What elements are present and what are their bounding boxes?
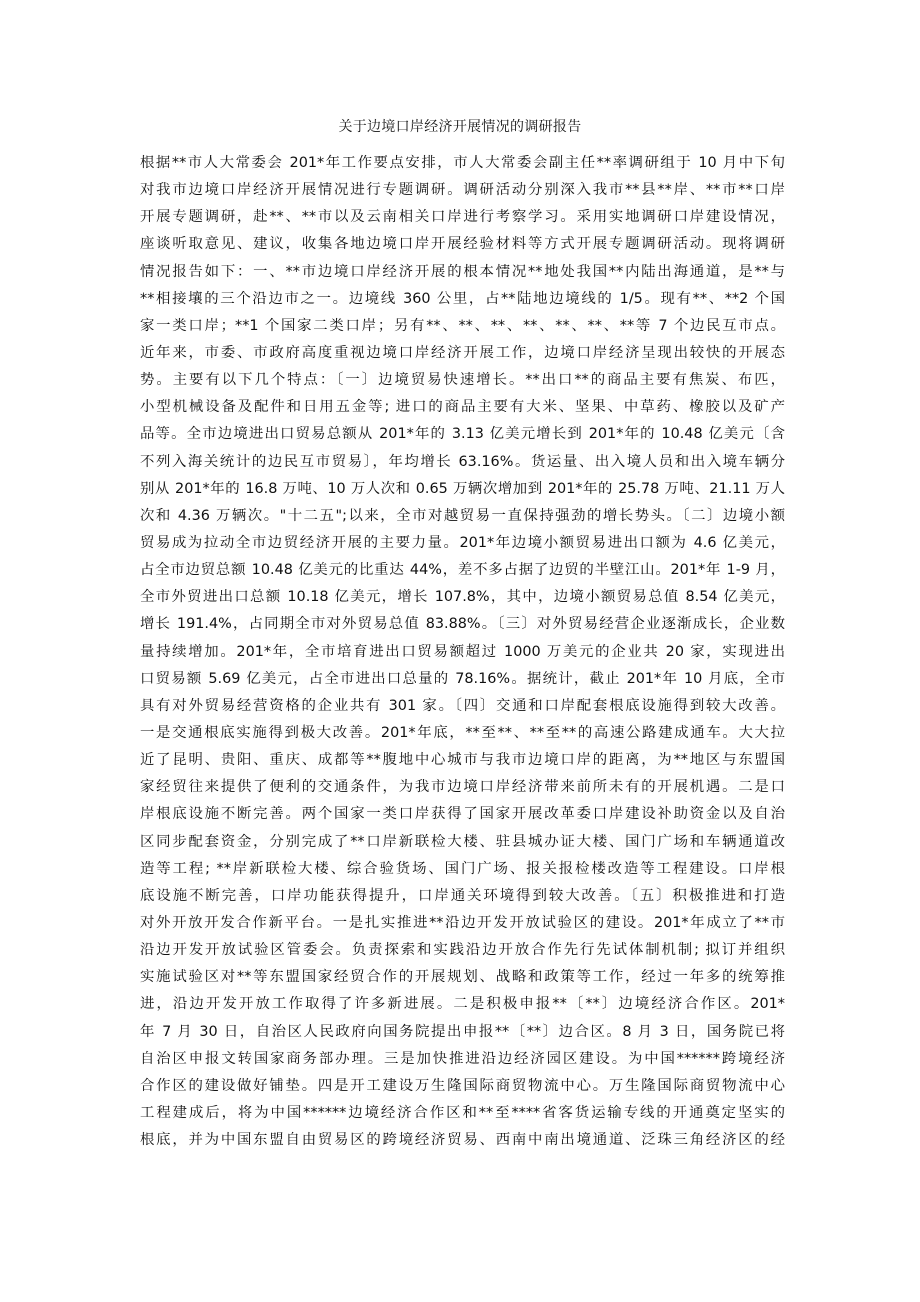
document-title: 关于边境口岸经济开展情况的调研报告 — [338, 119, 582, 135]
body-line: 造等工程; **岸新联检大楼、综合验货场、国门广场、报关报检楼改造等工程建设。口岸根 — [140, 860, 785, 877]
body-line: 底设施不断完善，口岸功能获得提升，口岸通关环境得到较大改善。〔五〕积极推进和打造 — [140, 887, 785, 904]
body-line: 一是交通根底实施得到极大改善。201*年底，**至**、**至**的高速公路建成通车。大大拉 — [140, 724, 785, 741]
body-line: 品等。全市边境进出口贸易总额从 201*年的 3.13 亿美元增长到 201*年的 10.48 亿美元〔含 — [140, 426, 785, 443]
body-line: 自治区申报文转国家商务部办理。三是加快推进沿边经济园区建设。为中国******跨境经济 — [140, 1050, 785, 1067]
body-line: 势。主要有以下几个特点：〔一〕边境贸易快速增长。**出口**的商品主要有焦炭、布匹， — [140, 372, 785, 389]
body-line: 增长 191.4%，占同期全市对外贸易总值 83.88%。〔三〕对外贸易经营企业逐渐成长，企业数 — [140, 616, 785, 633]
body-line: 对我市边境口岸经济开展情况进行专题调研。调研活动分别深入我市**县**岸、**市**口岸 — [140, 182, 785, 199]
body-line: 合作区的建设做好铺垫。四是开工建设万生隆国际商贸物流中心。万生隆国际商贸物流中心 — [140, 1077, 785, 1094]
body-line: 小型机械设备及配件和日用五金等; 进口的商品主要有大米、坚果、中草药、橡胶以及矿产 — [140, 399, 785, 416]
body-line: **相接壤的三个沿边市之一。边境线 360 公里，占**陆地边境线的 1/5。现有**、**2 个国 — [140, 290, 785, 307]
document-body — [140, 150, 785, 1154]
body-line: 近了昆明、贵阳、重庆、成都等**腹地中心城市与我市边境口岸的距离，为**地区与东盟国 — [140, 752, 785, 769]
body-line: 量持续增加。201*年，全市培育进出口贸易额超过 1000 万美元的企业共 20 家，实现进出 — [140, 643, 785, 660]
body-line: 次和 4.36 万辆次。"十二五";以来，全市对越贸易一直保持强劲的增长势头。〔二〕边境小额 — [140, 507, 785, 524]
body-line: 实施试验区对**等东盟国家经贸合作的开展规划、战略和政策等工作，经过一年多的统筹推 — [140, 969, 785, 986]
body-line: 根底，并为中国东盟自由贸易区的跨境经济贸易、西南中南出境通道、泛珠三角经济区的经 — [140, 1132, 785, 1149]
body-line: 口贸易额 5.69 亿美元，占全市进出口总量的 78.16%。据统计，截止 201*年 10 月底，全市 — [140, 670, 785, 687]
body-line: 近年来，市委、市政府高度重视边境口岸经济开展工作，边境口岸经济呈现出较快的开展态 — [140, 344, 785, 361]
body-line: 进，沿边开发开放工作取得了许多新进展。二是积极申报**〔**〕边境经济合作区。201* — [140, 996, 785, 1013]
body-line: 不列入海关统计的边民互市贸易〕，年均增长 63.16%。货运量、出入境人员和出入境车辆分 — [140, 453, 785, 470]
body-line: 座谈听取意见、建议，收集各地边境口岸开展经验材料等方式开展专题调研活动。现将调研 — [140, 236, 785, 253]
body-line: 贸易成为拉动全市边贸经济开展的主要力量。201*年边境小额贸易进出口额为 4.6 亿美元， — [140, 534, 785, 551]
body-line: 岸根底设施不断完善。两个国家一类口岸获得了国家开展改革委口岸建设补助资金以及自治 — [140, 806, 785, 823]
body-line: 年 7 月 30 日，自治区人民政府向国务院提出申报**〔**〕边合区。8 月 3 日，国务院已将 — [140, 1023, 785, 1040]
body-line: 沿边开发开放试验区管委会。负责探索和实践沿边开放合作先行先试体制机制; 拟订并组织 — [140, 942, 785, 959]
body-line: 家经贸往来提供了便利的交通条件，为我市边境口岸经济带来前所未有的开展机遇。二是口 — [140, 779, 785, 796]
body-line: 根据**市人大常委会 201*年工作要点安排，市人大常委会副主任**率调研组于 10 月中下旬 — [140, 155, 785, 171]
body-line: 对外开放开发合作新平台。一是扎实推进**沿边开发开放试验区的建设。201*年成立了**市 — [140, 914, 785, 931]
body-line: 情况报告如下：一、**市边境口岸经济开展的根本情况**地处我国**内陆出海通道，是**与 — [140, 263, 785, 280]
body-line: 全市外贸进出口总额 10.18 亿美元，增长 107.8%，其中，边境小额贸易总值 8.54 亿美元， — [140, 589, 785, 606]
body-line: 别从 201*年的 16.8 万吨、10 万人次和 0.65 万辆次增加到 201*年的 25.78 万吨、21.11 万人 — [140, 480, 785, 497]
body-line: 具有对外贸易经营资格的企业共有 301 家。〔四〕交通和口岸配套根底设施得到较大改善。 — [140, 697, 785, 714]
body-line: 区同步配套资金，分别完成了**口岸新联检大楼、驻县城办证大楼、国门广场和车辆通道改 — [140, 833, 785, 850]
body-line: 工程建成后，将为中国******边境经济合作区和**至****省客货运输专线的开通奠定坚实的 — [140, 1104, 785, 1121]
body-line: 开展专题调研，赴**、**市以及云南相关口岸进行考察学习。采用实地调研口岸建设情况， — [140, 209, 785, 226]
body-line: 占全市边贸总额 10.48 亿美元的比重达 44%，差不多占据了边贸的半壁江山。201*年 1-9 月， — [140, 562, 785, 579]
body-line: 家一类口岸；**1 个国家二类口岸；另有**、**、**、**、**、**、**等 7 个边民互市点。 — [140, 317, 785, 334]
